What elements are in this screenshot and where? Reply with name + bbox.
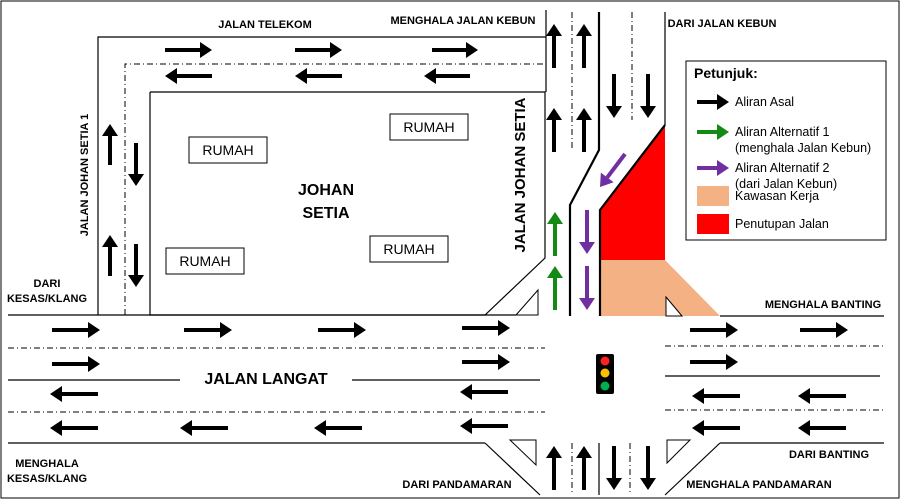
johan-setia-block <box>150 92 545 315</box>
direction-to-kesas-klang-line1: MENGHALA <box>15 458 79 470</box>
flow-arrow-left <box>692 388 740 404</box>
flow-arrow-up <box>546 108 562 152</box>
road-label-langat: JALAN LANGAT <box>204 371 328 388</box>
house-3 <box>370 236 448 262</box>
flow-arrow-down <box>606 446 622 490</box>
flow-arrow-right <box>690 322 738 338</box>
legend-swatch <box>697 186 729 206</box>
house-label: RUMAH <box>202 142 254 158</box>
flow-arrow-right <box>318 322 366 338</box>
flow-arrow-down <box>640 446 656 490</box>
direction-from-jalan-kebun: DARI JALAN KEBUN <box>667 18 777 30</box>
legend-label: Penutupan Jalan <box>735 217 829 231</box>
flow-arrow-up <box>546 446 562 490</box>
direction-from-banting: DARI BANTING <box>788 449 870 461</box>
alt-flow-1-arrow-up <box>547 266 563 310</box>
island-se <box>667 440 690 463</box>
legend-sublabel: (menghala Jalan Kebun) <box>735 141 872 155</box>
road-closure-area <box>600 125 665 260</box>
flow-arrow-left <box>314 420 362 436</box>
flow-arrow-up <box>576 108 592 152</box>
flow-arrow-down <box>128 143 144 186</box>
island-sw <box>510 440 536 465</box>
alt-flow-2-arrow-down <box>579 266 595 310</box>
flow-arrow-right <box>800 322 848 338</box>
island-nw <box>516 290 538 315</box>
flow-arrow-right <box>432 42 478 58</box>
direction-from-kesas-klang-line1: DARI <box>33 278 61 290</box>
traffic-light-icon <box>596 354 614 394</box>
flow-arrow-up <box>546 24 562 68</box>
flow-arrow-left <box>165 68 212 84</box>
house-1 <box>189 137 267 163</box>
flow-arrow-up <box>102 124 118 165</box>
road-label-telekom: JALAN TELEKOM <box>218 19 312 31</box>
direction-to-jalan-kebun: MENGHALA JALAN KEBUN <box>390 15 536 27</box>
road-label-johan-setia: JALAN JOHAN SETIA <box>512 97 529 253</box>
flow-arrow-left <box>50 420 98 436</box>
flow-arrow-right <box>462 320 510 336</box>
house-2 <box>390 114 468 140</box>
legend-label: Kawasan Kerja <box>735 189 820 203</box>
flow-arrow-left <box>460 418 508 434</box>
legend-title: Petunjuk: <box>694 65 758 81</box>
legend-swatch <box>697 214 729 234</box>
direction-to-kesas-klang-line2: KESAS/KLANG <box>6 473 88 485</box>
road-label-johan-setia-1: JALAN JOHAN SETIA 1 <box>79 113 91 237</box>
flow-arrow-right <box>184 322 232 338</box>
flow-arrow-right <box>295 42 342 58</box>
house-label: RUMAH <box>383 241 435 257</box>
flow-arrow-down <box>128 244 144 287</box>
legend <box>686 61 886 240</box>
alt-flow-2-arrow-down <box>579 210 595 254</box>
house-4 <box>166 248 244 274</box>
flow-arrow-left <box>460 384 508 400</box>
flow-arrow-left <box>798 388 846 404</box>
direction-to-banting: MENGHALA BANTING <box>764 299 882 311</box>
legend-label: Aliran Alternatif 1 <box>735 125 830 139</box>
flow-arrow-left <box>180 420 228 436</box>
flow-arrow-left <box>424 68 470 84</box>
house-label: RUMAH <box>179 253 231 269</box>
alt-flow-1-arrow-up <box>547 212 563 256</box>
direction-from-kesas-klang-line2: KESAS/KLANG <box>6 293 88 305</box>
house-label: RUMAH <box>403 119 455 135</box>
flow-arrow-left <box>50 386 98 402</box>
direction-to-pandamaran: MENGHALA PANDAMARAN <box>686 479 832 491</box>
flow-arrow-down <box>640 74 656 118</box>
flow-arrow-right <box>462 354 510 370</box>
telekom-outer-edge <box>98 37 546 315</box>
flow-arrow-up <box>576 24 592 68</box>
flow-arrow-down <box>606 74 622 118</box>
flow-arrow-right <box>52 356 100 372</box>
direction-from-pandamaran: DARI PANDAMARAN <box>402 479 512 491</box>
area-name-line2: SETIA <box>302 205 350 222</box>
legend-label: Aliran Asal <box>735 95 795 109</box>
flow-arrow-left <box>692 420 740 436</box>
legend-sublabel: (dari Jalan Kebun) <box>735 177 838 191</box>
area-name-line1: JOHAN <box>297 182 355 199</box>
work-zone-area <box>600 260 720 316</box>
flow-arrow-right <box>52 322 100 338</box>
flow-arrow-up <box>102 235 118 276</box>
flow-arrow-up <box>576 446 592 490</box>
flow-arrow-left <box>295 68 342 84</box>
flow-arrow-right <box>165 42 212 58</box>
flow-arrow-left <box>798 420 846 436</box>
flow-arrow-right <box>690 354 738 370</box>
legend-label: Aliran Alternatif 2 <box>735 161 830 175</box>
